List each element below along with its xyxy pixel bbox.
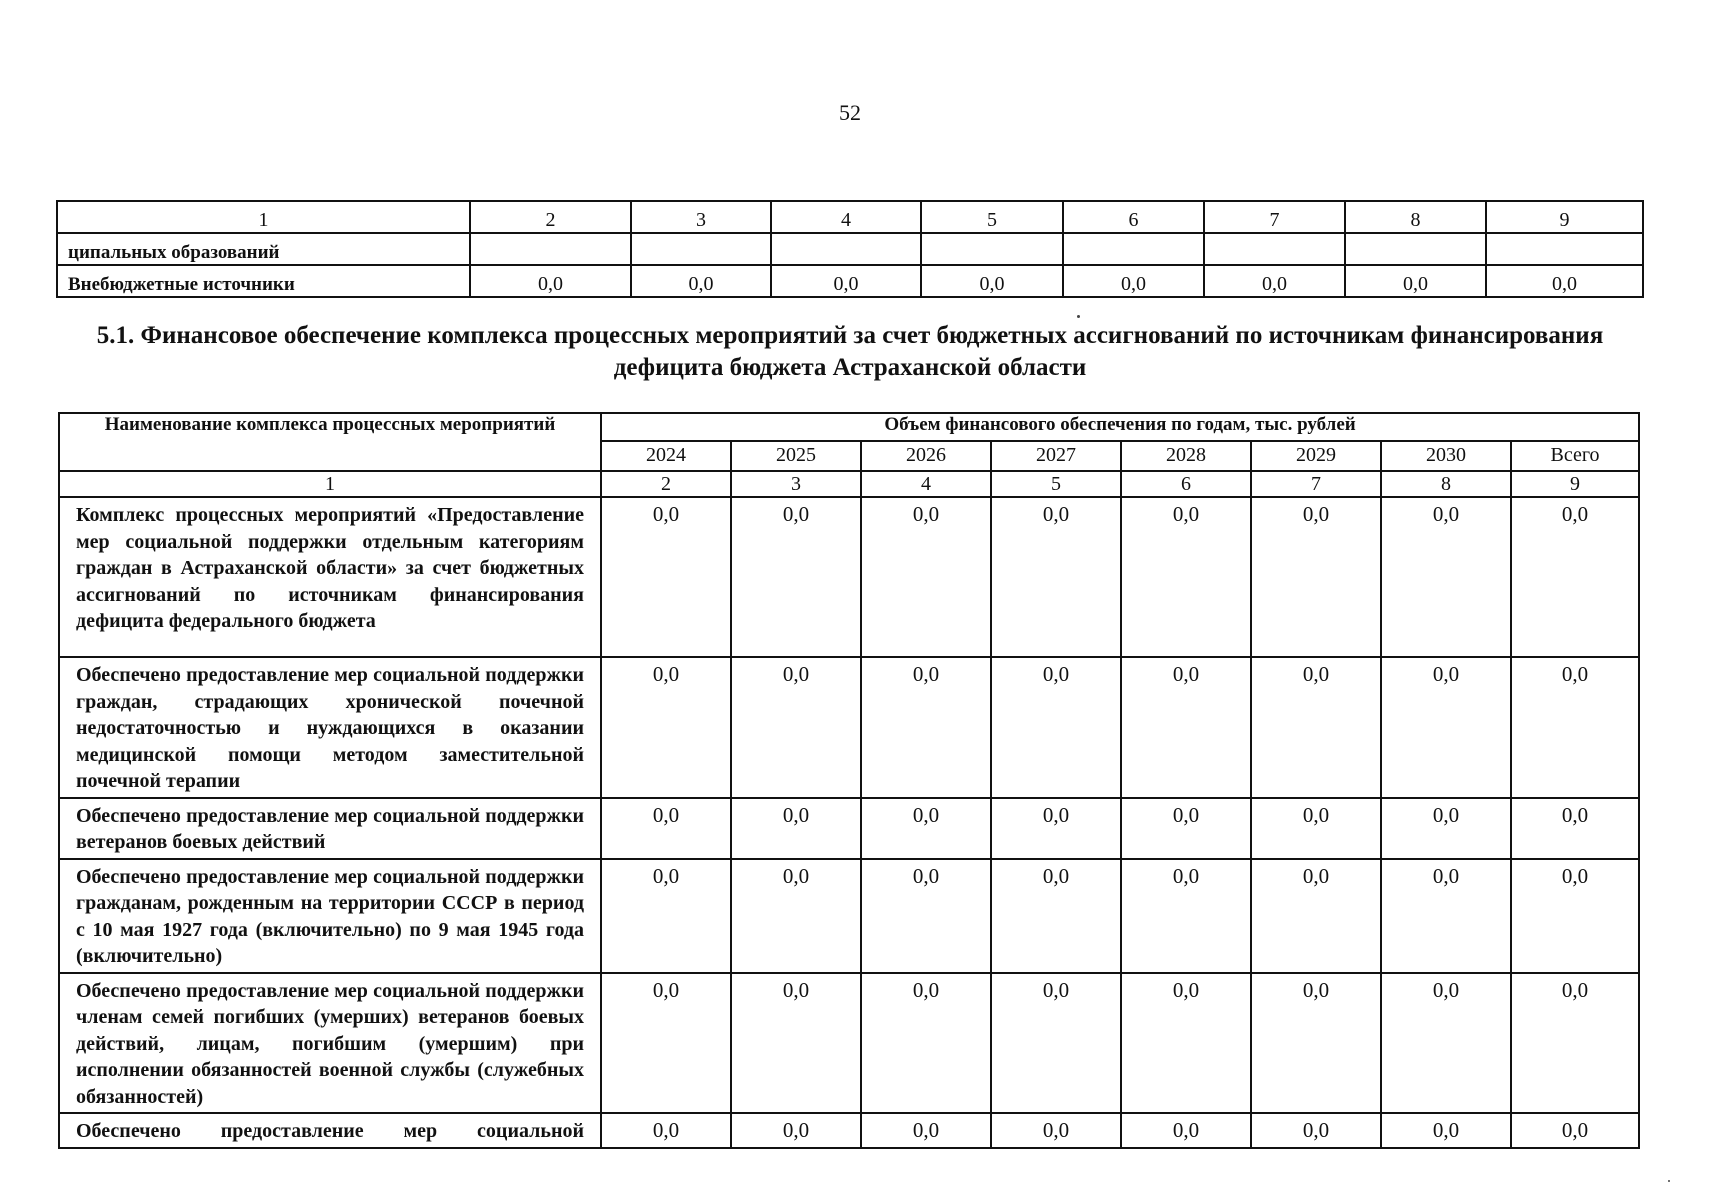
- table-row: [59, 1113, 1639, 1148]
- financing-table: [58, 412, 1640, 1149]
- scan-speck: [1668, 1180, 1670, 1182]
- value-cell: [470, 233, 631, 265]
- value-cell: 0,0: [991, 657, 1121, 798]
- year-header: 2030: [1381, 441, 1511, 471]
- column-number: 3: [631, 201, 771, 233]
- value-cell: 0,0: [731, 859, 861, 973]
- value-cell: 0,0: [731, 973, 861, 1114]
- value-cell: 0,0: [731, 1113, 861, 1148]
- column-number: 9: [1486, 201, 1643, 233]
- measure-name: Обеспечено предоставление мер социальной: [59, 1113, 601, 1148]
- value-cell: [1204, 233, 1345, 265]
- table-row: [57, 233, 1643, 265]
- column-number: 4: [861, 471, 991, 497]
- value-cell: 0,0: [631, 265, 771, 297]
- measure-name: Обеспечено предоставление мер социальной поддержки ветеранов боевых действий: [59, 798, 601, 859]
- column-number: 3: [731, 471, 861, 497]
- table-row: [59, 973, 1639, 1114]
- value-cell: 0,0: [1345, 265, 1486, 297]
- year-header: 2026: [861, 441, 991, 471]
- column-number: 5: [991, 471, 1121, 497]
- measure-name: Комплекс процессных мероприятий «Предоставление мер социальной поддержки отдельным категориям граждан в Астраханской области» за счет бюджетных ассигнований по источникам финансирования дефицита федерального бюджета: [59, 497, 601, 657]
- year-header: 2027: [991, 441, 1121, 471]
- value-cell: 0,0: [731, 657, 861, 798]
- value-cell: 0,0: [1511, 1113, 1639, 1148]
- value-cell: 0,0: [601, 798, 731, 859]
- value-cell: 0,0: [1381, 1113, 1511, 1148]
- value-cell: [921, 233, 1063, 265]
- value-cell: 0,0: [1121, 798, 1251, 859]
- value-cell: 0,0: [731, 497, 861, 657]
- value-cell: 0,0: [861, 1113, 991, 1148]
- value-cell: 0,0: [1381, 859, 1511, 973]
- scan-speck: [1077, 315, 1080, 318]
- column-number: 2: [601, 471, 731, 497]
- value-cell: 0,0: [1486, 265, 1643, 297]
- value-cell: 0,0: [991, 859, 1121, 973]
- value-cell: 0,0: [921, 265, 1063, 297]
- column-number: 7: [1251, 471, 1381, 497]
- table-row: [59, 497, 1639, 657]
- value-cell: 0,0: [1511, 657, 1639, 798]
- value-cell: 0,0: [991, 973, 1121, 1114]
- year-header: 2029: [1251, 441, 1381, 471]
- value-cell: 0,0: [601, 973, 731, 1114]
- value-cell: 0,0: [1511, 497, 1639, 657]
- value-cell: 0,0: [731, 798, 861, 859]
- column-number-row: [59, 471, 1639, 497]
- value-cell: [771, 233, 921, 265]
- value-cell: 0,0: [861, 973, 991, 1114]
- column-number: 8: [1345, 201, 1486, 233]
- measure-name: Обеспечено предоставление мер социальной поддержки гражданам, рожденным на территории СССР в период с 10 мая 1927 года (включительно) по 9 мая 1945 года (включительно): [59, 859, 601, 973]
- measure-name: Обеспечено предоставление мер социальной поддержки членам семей погибших (умерших) ветеранов боевых действий, лицам, погибшим (умершим) при исполнении обязанностей военной службы (служебных обязанностей): [59, 973, 601, 1114]
- value-cell: 0,0: [1251, 1113, 1381, 1148]
- value-cell: 0,0: [861, 798, 991, 859]
- column-number: 7: [1204, 201, 1345, 233]
- column-number: 8: [1381, 471, 1511, 497]
- value-cell: 0,0: [1251, 497, 1381, 657]
- value-cell: 0,0: [771, 265, 921, 297]
- continuation-table: [56, 200, 1644, 298]
- value-cell: 0,0: [1381, 657, 1511, 798]
- value-cell: 0,0: [1511, 798, 1639, 859]
- value-cell: 0,0: [861, 657, 991, 798]
- column-number: 5: [921, 201, 1063, 233]
- column-number: 1: [57, 201, 470, 233]
- value-cell: 0,0: [1251, 859, 1381, 973]
- total-header: Всего: [1511, 441, 1639, 471]
- row-label: ципальных образований: [57, 233, 470, 265]
- value-cell: 0,0: [991, 1113, 1121, 1148]
- page-number: 52: [839, 100, 861, 125]
- column-number: 1: [59, 471, 601, 497]
- value-cell: 0,0: [1381, 497, 1511, 657]
- value-cell: 0,0: [1251, 798, 1381, 859]
- table-row: [57, 265, 1643, 297]
- value-cell: 0,0: [601, 859, 731, 973]
- value-cell: [1063, 233, 1204, 265]
- column-number: 4: [771, 201, 921, 233]
- table-row: [59, 657, 1639, 798]
- value-cell: 0,0: [601, 497, 731, 657]
- table-row: [59, 798, 1639, 859]
- value-cell: 0,0: [861, 497, 991, 657]
- value-cell: 0,0: [1251, 973, 1381, 1114]
- value-cell: 0,0: [1511, 973, 1639, 1114]
- value-cell: [1486, 233, 1643, 265]
- value-cell: 0,0: [861, 859, 991, 973]
- column-number: 2: [470, 201, 631, 233]
- value-cell: 0,0: [991, 497, 1121, 657]
- table-row: [59, 859, 1639, 973]
- value-cell: 0,0: [601, 657, 731, 798]
- value-cell: [1345, 233, 1486, 265]
- value-cell: 0,0: [1121, 859, 1251, 973]
- column-number: 9: [1511, 471, 1639, 497]
- value-cell: 0,0: [1121, 973, 1251, 1114]
- value-cell: 0,0: [601, 1113, 731, 1148]
- column-number: 6: [1121, 471, 1251, 497]
- section-title: 5.1. Финансовое обеспечение комплекса процессных мероприятий за счет бюджетных ассигнований по источникам финансирования дефицита бюджета Астраханской области: [96, 322, 1604, 381]
- column-number: 6: [1063, 201, 1204, 233]
- value-cell: 0,0: [1121, 657, 1251, 798]
- value-cell: 0,0: [1204, 265, 1345, 297]
- column-number-row: [57, 201, 1643, 233]
- value-cell: 0,0: [1511, 859, 1639, 973]
- year-header: 2025: [731, 441, 861, 471]
- measure-name: Обеспечено предоставление мер социальной поддержки граждан, страдающих хронической почечной недостаточностью и нуждающихся в оказании медицинской помощи методом заместительной почечной терапии: [59, 657, 601, 798]
- value-cell: 0,0: [1121, 1113, 1251, 1148]
- year-header: 2024: [601, 441, 731, 471]
- volume-column-header: Объем финансового обеспечения по годам, тыс. рублей: [601, 413, 1639, 441]
- value-cell: [631, 233, 771, 265]
- value-cell: 0,0: [1063, 265, 1204, 297]
- value-cell: 0,0: [1381, 973, 1511, 1114]
- year-header: 2028: [1121, 441, 1251, 471]
- value-cell: 0,0: [1381, 798, 1511, 859]
- value-cell: 0,0: [991, 798, 1121, 859]
- value-cell: 0,0: [470, 265, 631, 297]
- header-row: [59, 413, 1639, 441]
- row-label: Внебюджетные источники: [57, 265, 470, 297]
- value-cell: 0,0: [1121, 497, 1251, 657]
- name-column-header: Наименование комплекса процессных мероприятий: [59, 413, 601, 471]
- value-cell: 0,0: [1251, 657, 1381, 798]
